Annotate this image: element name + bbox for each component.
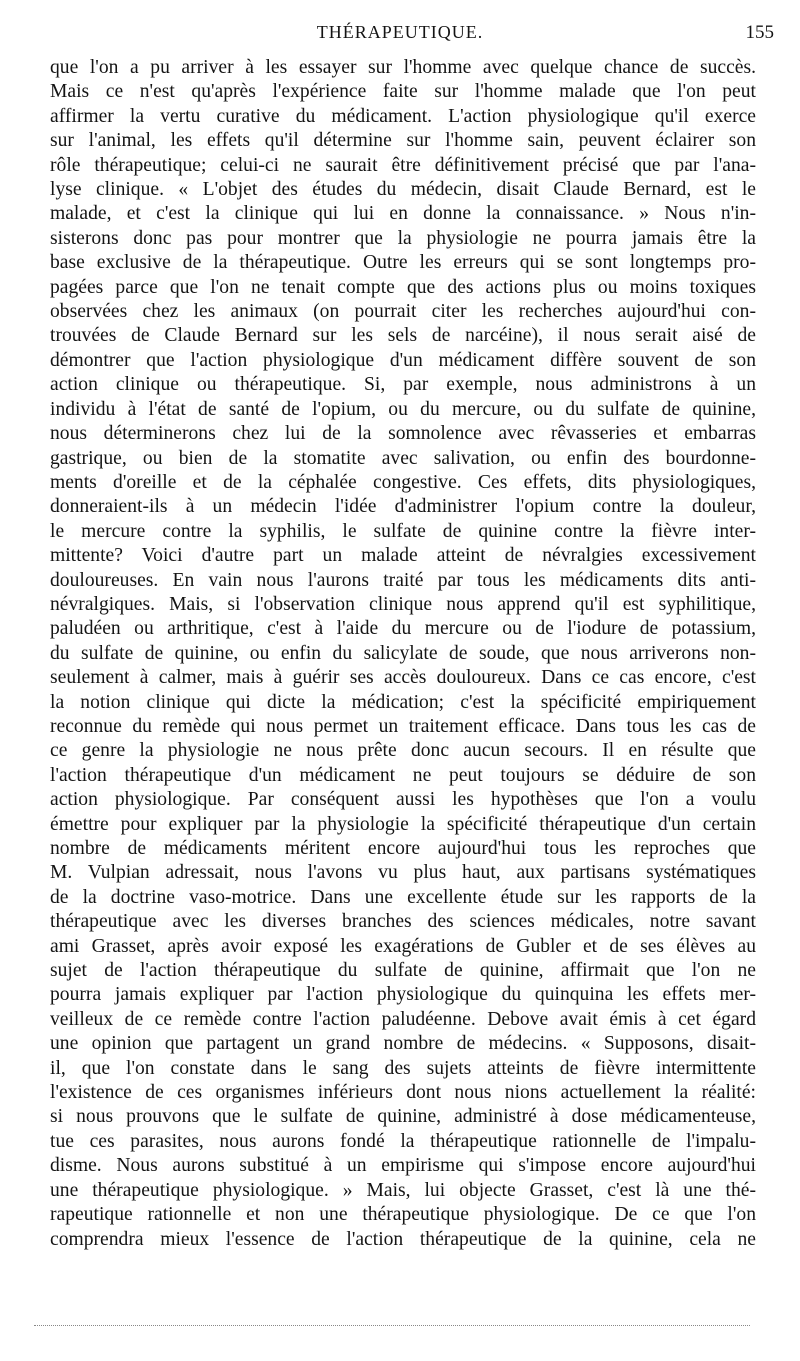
text-line: la notion clinique qui dicte la médication; c'est la spécificité empiriquement [50,691,756,713]
text-line: tue ces parasites, nous aurons fondé la thérapeutique rationnelle de l'impalu- [50,1130,756,1152]
text-line: ments d'oreille et de la céphalée congestive. Ces effets, dits physiologiques, [50,471,756,493]
text-line: individu à l'état de santé de l'opium, ou du mercure, ou du sulfate de quinine, [50,398,756,420]
text-line: comprendra mieux l'essence de l'action thérapeutique de la quinine, cela ne [50,1228,756,1250]
running-title: THÉRAPEUTIQUE. [316,22,484,42]
text-line: affirmer la vertu curative du médicament. L'action physiologique qu'il exerce [50,105,756,127]
text-line: rôle thérapeutique; celui-ci ne saurait être définitivement précisé que par l'ana- [50,154,756,176]
text-line: que l'on a pu arriver à les essayer sur l'homme avec quelque chance de succès. [50,57,756,78]
text-line: action clinique ou thérapeutique. Si, par exemple, nous administrons à un [50,374,756,396]
footer-rule [34,1325,750,1326]
running-head [0,20,800,46]
page-number: 155 [745,22,774,43]
text-line: une thérapeutique physiologique. » Mais, lui objecte Grasset, c'est là une thé- [50,1179,756,1201]
text-line: sujet de l'action thérapeutique du sulfate de quinine, affirmait que l'on ne [50,960,756,982]
text-line: nombre de médicaments méritent encore aujourd'hui tous les reproches que [50,838,756,859]
text-line: ce genre la physiologie ne nous prête donc aucun secours. Il en résulte que [50,740,756,762]
text-line: l'existence de ces organismes inférieurs dont nous nions actuellement la réalité: [50,1082,756,1104]
text-line: il, que l'on constate dans le sang des sujets atteints de fièvre intermittente [50,1057,756,1079]
text-line: l'action thérapeutique d'un médicament ne peut toujours se déduire de son [50,764,756,786]
text-line: base exclusive de la thérapeutique. Outre les erreurs qui se sont longtemps pro- [50,252,756,274]
text-line: donneraient-ils à un médecin l'idée d'administrer l'opium contre la douleur, [50,496,756,518]
body-text [50,56,756,1252]
text-line: sur l'animal, les effets qu'il détermine sur l'homme sain, peuvent éclairer son [50,130,756,152]
text-line: névralgiques. Mais, si l'observation clinique nous apprend qu'il est syphilitique, [50,593,756,615]
text-line: si nous prouvons que le sulfate de quinine, administré à dose médicamenteuse, [50,1106,756,1128]
text-line: de la doctrine vaso-motrice. Dans une excellente étude sur les rapports de la [50,886,756,908]
text-line: veilleux de ce remède contre l'action paludéenne. Debove avait émis à cet égard [50,1008,756,1030]
text-line: démontrer que l'action physiologique d'un médicament diffère souvent de son [50,349,756,371]
text-line: trouvées de Claude Bernard sur les sels de narcéine), il nous serait aisé de [50,325,756,347]
text-line: douloureuses. En vain nous l'aurons traité par tous les médicaments dits anti- [50,569,756,591]
text-line: du sulfate de quinine, ou enfin du salicylate de soude, que nous arriverons non- [50,642,756,664]
text-line: paludéen ou arthritique, c'est à l'aide du mercure ou de l'iodure de potassium, [50,618,756,640]
text-line: mittente? Voici d'autre part un malade atteint de névralgies excessivement [50,545,756,567]
text-line: ami Grasset, après avoir exposé les exagérations de Gubler et de ses élèves au [50,935,756,957]
text-line: sisterons donc pas pour montrer que la physiologie ne pourra jamais être la [50,227,756,249]
text-line: émettre pour expliquer par la physiologie la spécificité thérapeutique d'un certain [50,813,756,835]
text-line: rapeutique rationnelle et non une thérapeutique physiologique. De ce que l'on [50,1204,756,1226]
text-line: pourra jamais expliquer par l'action physiologique du quinquina les effets mer- [50,984,756,1006]
text-line: gastrique, ou bien de la stomatite avec salivation, ou enfin des bourdonne- [50,447,756,469]
text-line: une opinion que partagent un grand nombre de médecins. « Supposons, disait- [50,1033,756,1055]
text-line: reconnue du remède qui nous permet un traitement efficace. Dans tous les cas de [50,715,756,737]
text-line: pagées parce que l'on ne tenait compte que des actions plus ou moins toxiques [50,276,756,298]
text-line: thérapeutique avec les diverses branches des sciences médicales, notre savant [50,911,756,933]
text-line: action physiologique. Par conséquent aussi les hypothèses que l'on a voulu [50,789,756,811]
text-line: lyse clinique. « L'objet des études du médecin, disait Claude Bernard, est le [50,179,756,201]
text-line: disme. Nous aurons substitué à un empirisme qui s'impose encore aujourd'hui [50,1155,756,1177]
text-line: seulement à calmer, mais à guérir ses accès douloureux. Dans ce cas encore, c'est [50,667,756,689]
text-line: observées chez les animaux (on pourrait citer les recherches aujourd'hui con- [50,301,756,323]
text-line: Mais ce n'est qu'après l'expérience faite sur l'homme malade que l'on peut [50,81,756,103]
text-line: M. Vulpian adressait, nous l'avons vu plus haut, aux partisans systématiques [50,862,756,884]
text-line: nous déterminerons chez lui de la somnolence avec rêvasseries et embarras [50,423,756,445]
text-line: le mercure contre la syphilis, le sulfate de quinine contre la fièvre inter- [50,520,756,542]
text-line: malade, et c'est la clinique qui lui en donne la connaissance. » Nous n'in- [50,203,756,225]
